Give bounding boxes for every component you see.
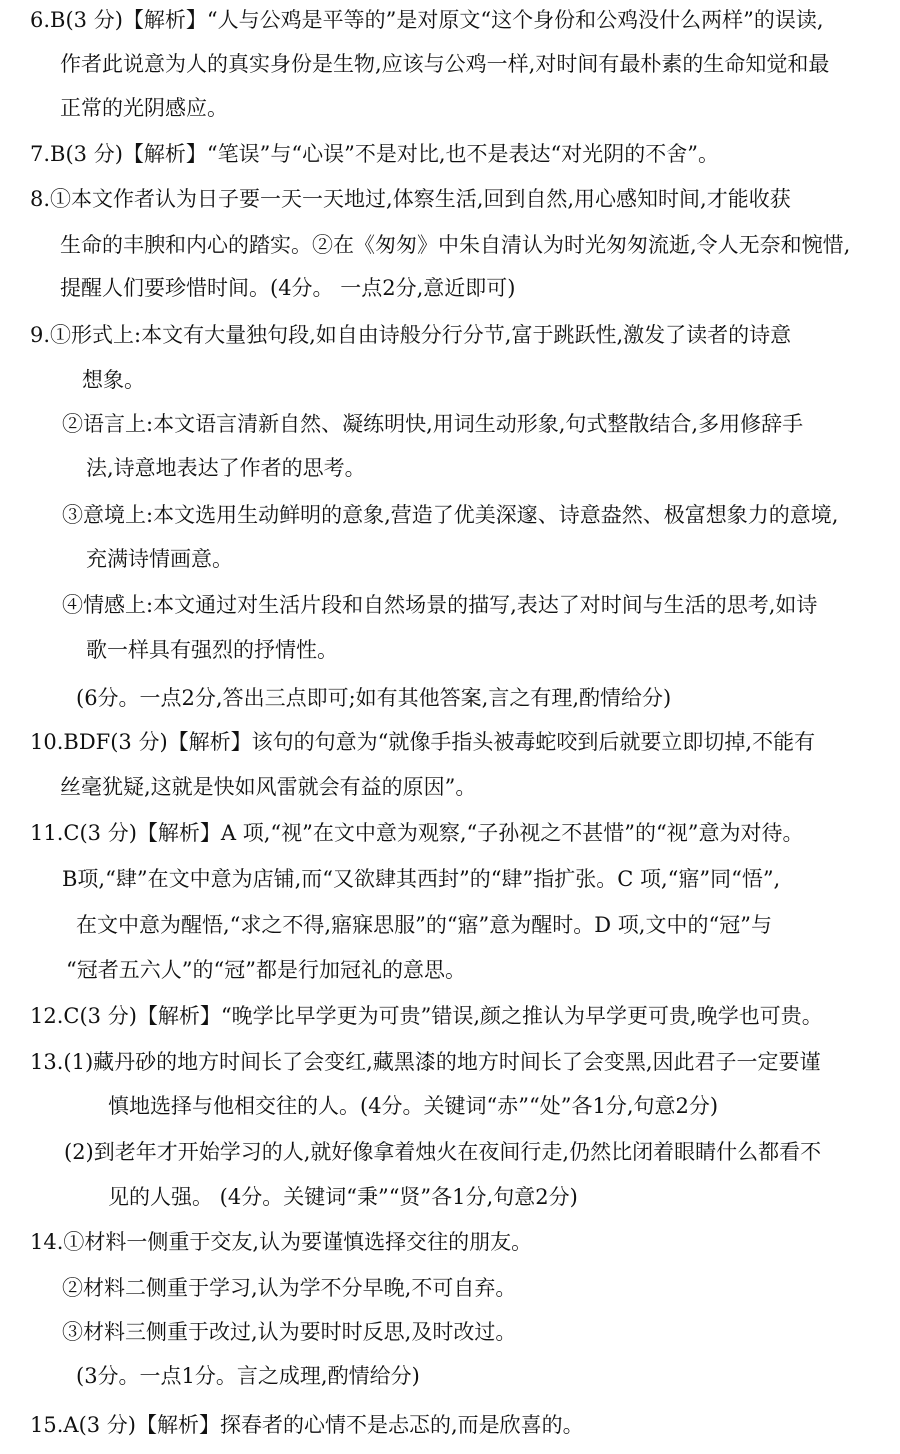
text-line: ③材料三侧重于改过,认为要时时反思,及时改过。 xyxy=(62,1320,517,1344)
text-line: 歌一样具有强烈的抒情性。 xyxy=(86,638,338,662)
text-line: “冠者五六人”的“冠”都是行加冠礼的意思。 xyxy=(66,958,466,982)
text-line: 想象。 xyxy=(82,368,145,392)
text-line: 12.C(3 分)【解析】“晚学比早学更为可贵”错误,颜之推认为早学更可贵,晚学也可贵。 xyxy=(30,1004,823,1028)
text-line: 生命的丰腴和内心的踏实。②在《匆匆》中朱自清认为时光匆匆流逝,令人无奈和惋惜, xyxy=(60,233,851,257)
text-line: 提醒人们要珍惜时间。(4分。 一点2分,意近即可) xyxy=(60,276,516,300)
text-line: (2)到老年才开始学习的人,就好像拿着烛火在夜间行走,仍然比闭着眼睛什么都看不 xyxy=(64,1140,822,1164)
text-line: (6分。一点2分,答出三点即可;如有其他答案,言之有理,酌情给分) xyxy=(76,686,672,710)
text-line: 8.①本文作者认为日子要一天一天地过,体察生活,回到自然,用心感知时间,才能收获 xyxy=(30,187,791,211)
text-line: ②语言上:本文语言清新自然、凝练明快,用词生动形象,句式整散结合,多用修辞手 xyxy=(62,412,804,436)
text-line: 9.①形式上:本文有大量独句段,如自由诗般分行分节,富于跳跃性,激发了读者的诗意 xyxy=(30,323,792,347)
text-line: 见的人强。 (4分。关键词“秉”“贤”各1分,句意2分) xyxy=(108,1185,578,1209)
text-line: 11.C(3 分)【解析】A 项,“视”在文中意为观察,“子孙视之不甚惜”的“视”意为对待。 xyxy=(30,821,804,845)
text-line: (3分。一点1分。言之成理,酌情给分) xyxy=(76,1364,420,1388)
text-line: 作者此说意为人的真实身份是生物,应该与公鸡一样,对时间有最朴素的生命知觉和最 xyxy=(60,52,830,76)
text-line: 正常的光阴感应。 xyxy=(60,96,228,120)
text-line: ④情感上:本文通过对生活片段和自然场景的描写,表达了对时间与生活的思考,如诗 xyxy=(62,593,818,617)
text-line: B项,“肆”在文中意为店铺,而“又欲肆其西封”的“肆”指扩张。C 项,“寤”同“悟”, xyxy=(62,867,781,891)
text-line: 14.①材料一侧重于交友,认为要谨慎选择交往的朋友。 xyxy=(30,1230,533,1254)
text-line: 在文中意为醒悟,“求之不得,寤寐思服”的“寤”意为醒时。D 项,文中的“冠”与 xyxy=(76,913,772,937)
text-line: 10.BDF(3 分)【解析】该句的句意为“就像手指头被毒蛇咬到后就要立即切掉,不能有 xyxy=(30,730,816,754)
text-line: 法,诗意地表达了作者的思考。 xyxy=(86,456,366,480)
text-line: ③意境上:本文选用生动鲜明的意象,营造了优美深邃、诗意盎然、极富想象力的意境, xyxy=(62,503,839,527)
text-line: 6.B(3 分)【解析】“人与公鸡是平等的”是对原文“这个身份和公鸡没什么两样”的误读, xyxy=(30,8,824,32)
text-line: 13.(1)藏丹砂的地方时间长了会变红,藏黑漆的地方时间长了会变黑,因此君子一定要谨 xyxy=(30,1050,821,1074)
text-line: 丝毫犹疑,这就是快如风雷就会有益的原因”。 xyxy=(60,775,477,799)
text-line: 7.B(3 分)【解析】“笔误”与“心误”不是对比,也不是表达“对光阴的不舍”。 xyxy=(30,142,719,166)
text-line: 15.A(3 分)【解析】探春者的心情不是忐忑的,而是欣喜的。 xyxy=(30,1413,584,1437)
text-line: 慎地选择与他相交往的人。(4分。关键词“赤”“处”各1分,句意2分) xyxy=(108,1094,719,1118)
text-line: ②材料二侧重于学习,认为学不分早晚,不可自弃。 xyxy=(62,1276,517,1300)
text-line: 充满诗情画意。 xyxy=(86,547,233,571)
